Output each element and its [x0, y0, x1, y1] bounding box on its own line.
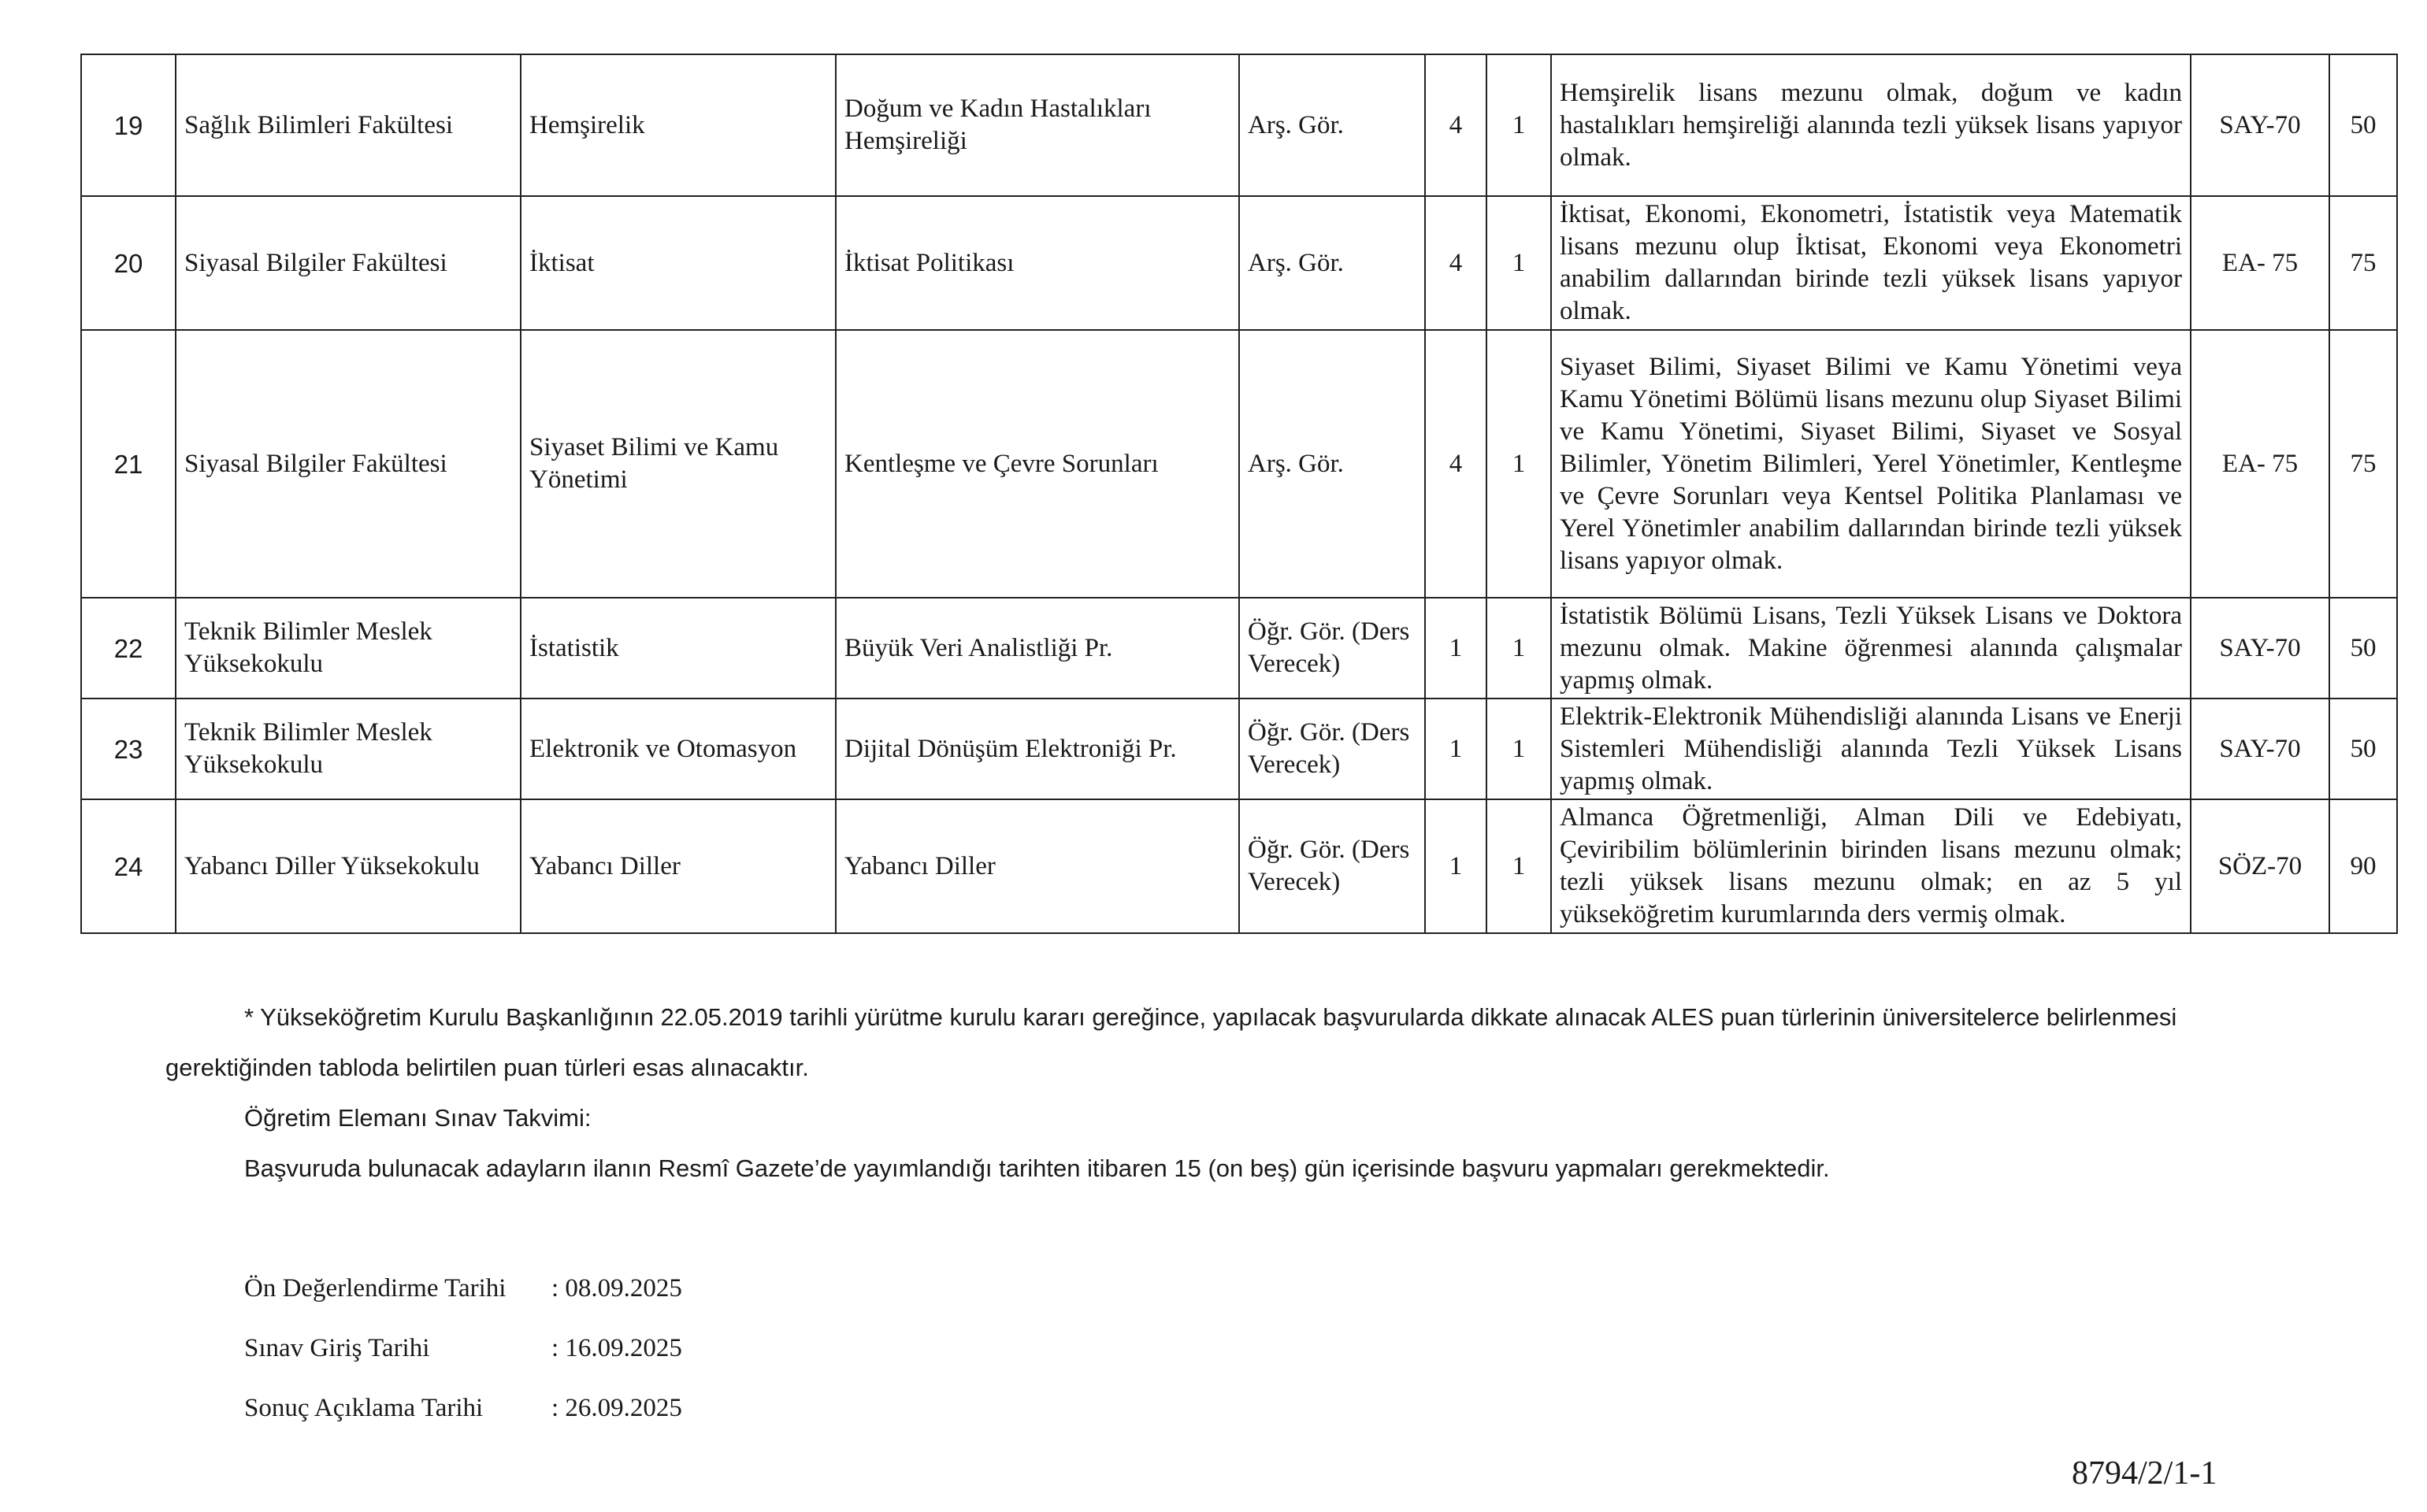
department-cell: Hemşirelik [521, 54, 836, 196]
positions-table-wrapper [80, 54, 2398, 934]
requirement-cell: Almanca Öğretmenliği, Alman Dili ve Edebiyatı, Çeviribilim bölümlerinin birinden lisans mezunu olmak; tezli yüksek lisans mezunu olmak; en az 5 yıl yükseköğretim kurumlarında ders vermiş olmak. [1551, 799, 2191, 933]
title-cell: Arş. Gör. [1239, 54, 1425, 196]
date-value: : 26.09.2025 [551, 1394, 682, 1422]
department-cell: İstatistik [521, 598, 836, 699]
title-cell: Öğr. Gör. (Ders Verecek) [1239, 598, 1425, 699]
ales-score-cell: EA- 75 [2191, 330, 2329, 598]
department-cell: İktisat [521, 196, 836, 330]
unit-cell: Sağlık Bilimleri Fakültesi [176, 54, 521, 196]
requirement-cell: Hemşirelik lisans mezunu olmak, doğum ve kadın hastalıkları hemşireliği alanında tezli yüksek lisans yapıyor olmak. [1551, 54, 2191, 196]
date-value: : 16.09.2025 [551, 1334, 682, 1362]
language-score-cell: 50 [2329, 699, 2397, 799]
count-cell: 1 [1486, 799, 1551, 933]
language-score-cell: 75 [2329, 330, 2397, 598]
count-cell: 1 [1486, 330, 1551, 598]
language-score-cell: 50 [2329, 598, 2397, 699]
title-cell: Arş. Gör. [1239, 330, 1425, 598]
row-number: 22 [81, 598, 176, 699]
department-cell: Siyaset Bilimi ve Kamu Yönetimi [521, 330, 836, 598]
program-cell: Büyük Veri Analistliği Pr. [836, 598, 1239, 699]
degree-cell: 4 [1425, 330, 1486, 598]
table-row [81, 330, 2397, 598]
table-row [81, 699, 2397, 799]
title-cell: Öğr. Gör. (Ders Verecek) [1239, 799, 1425, 933]
positions-table [80, 54, 2398, 934]
ales-score-cell: SAY-70 [2191, 54, 2329, 196]
ales-score-cell: SÖZ-70 [2191, 799, 2329, 933]
requirement-cell: İktisat, Ekonomi, Ekonometri, İstatistik veya Matematik lisans mezunu olup İktisat, Ekonomi veya Ekonometri anabilim dallarından birinde tezli yüksek lisans yapıyor olmak. [1551, 196, 2191, 330]
date-label: Sınav Giriş Tarihi [244, 1334, 430, 1362]
ales-note-line-1: * Yükseköğretim Kurulu Başkanlığının 22.05.2019 tarihli yürütme kurulu kararı gereğince, yapılacak başvurularda dikkate alınacak ALES puan türlerinin üniversitelerce belirlenmesi [244, 1003, 2177, 1031]
row-number: 20 [81, 196, 176, 330]
language-score-cell: 75 [2329, 196, 2397, 330]
row-number: 19 [81, 54, 176, 196]
program-cell: Doğum ve Kadın Hastalıkları Hemşireliği [836, 54, 1239, 196]
unit-cell: Yabancı Diller Yüksekokulu [176, 799, 521, 933]
date-row-pre-evaluation [244, 1273, 682, 1304]
unit-cell: Teknik Bilimler Meslek Yüksekokulu [176, 699, 521, 799]
department-cell: Elektronik ve Otomasyon [521, 699, 836, 799]
degree-cell: 1 [1425, 699, 1486, 799]
calendar-title: Öğretim Elemanı Sınav Takvimi: [244, 1104, 592, 1132]
application-info: Başvuruda bulunacak adayların ilanın Resmî Gazete’de yayımlandığı tarihten itibaren 15 (on beş) gün içerisinde başvuru yapmaları gerekmektedir. [244, 1154, 1830, 1182]
unit-cell: Siyasal Bilgiler Fakültesi [176, 330, 521, 598]
ales-score-cell: SAY-70 [2191, 699, 2329, 799]
department-cell: Yabancı Diller [521, 799, 836, 933]
program-cell: Dijital Dönüşüm Elektroniği Pr. [836, 699, 1239, 799]
date-row-result-announcement [244, 1392, 682, 1424]
ales-note-line-2: gerektiğinden tabloda belirtilen puan türleri esas alınacaktır. [165, 1054, 809, 1081]
title-cell: Öğr. Gör. (Ders Verecek) [1239, 699, 1425, 799]
row-number: 23 [81, 699, 176, 799]
row-number: 24 [81, 799, 176, 933]
table-row [81, 598, 2397, 699]
count-cell: 1 [1486, 54, 1551, 196]
table-row [81, 54, 2397, 196]
title-cell: Arş. Gör. [1239, 196, 1425, 330]
program-cell: İktisat Politikası [836, 196, 1239, 330]
date-label: Ön Değerlendirme Tarihi [244, 1274, 507, 1303]
language-score-cell: 90 [2329, 799, 2397, 933]
language-score-cell: 50 [2329, 54, 2397, 196]
date-row-exam-entry [244, 1332, 682, 1364]
program-cell: Kentleşme ve Çevre Sorunları [836, 330, 1239, 598]
unit-cell: Siyasal Bilgiler Fakültesi [176, 196, 521, 330]
ales-score-cell: SAY-70 [2191, 598, 2329, 699]
requirement-cell: İstatistik Bölümü Lisans, Tezli Yüksek Lisans ve Doktora mezunu olmak. Makine öğrenmesi alanında çalışmalar yapmış olmak. [1551, 598, 2191, 699]
table-row [81, 196, 2397, 330]
requirement-cell: Siyaset Bilimi, Siyaset Bilimi ve Kamu Yönetimi veya Kamu Yönetimi Bölümü lisans mezunu olup Siyaset Bilimi ve Kamu Yönetimi, Siyaset Bilimi, Siyaset ve Sosyal Bilimler, Yönetim Bilimleri, Yerel Yönetimler, Kentleşme ve Çevre Sorunları veya Kentsel Politika Planlaması ve Yerel Yönetimler anabilim dallarından birinde tezli yüksek lisans yapıyor olmak. [1551, 330, 2191, 598]
date-value: : 08.09.2025 [551, 1274, 682, 1303]
program-cell: Yabancı Diller [836, 799, 1239, 933]
document-reference-number: 8794/2/1-1 [2072, 1455, 2217, 1492]
table-row [81, 799, 2397, 933]
count-cell: 1 [1486, 196, 1551, 330]
degree-cell: 1 [1425, 799, 1486, 933]
count-cell: 1 [1486, 699, 1551, 799]
degree-cell: 4 [1425, 54, 1486, 196]
row-number: 21 [81, 330, 176, 598]
unit-cell: Teknik Bilimler Meslek Yüksekokulu [176, 598, 521, 699]
degree-cell: 1 [1425, 598, 1486, 699]
degree-cell: 4 [1425, 196, 1486, 330]
ales-score-cell: EA- 75 [2191, 196, 2329, 330]
date-label: Sonuç Açıklama Tarihi [244, 1394, 484, 1422]
count-cell: 1 [1486, 598, 1551, 699]
requirement-cell: Elektrik-Elektronik Mühendisliği alanında Lisans ve Enerji Sistemleri Mühendisliği alanında Tezli Yüksek Lisans yapmış olmak. [1551, 699, 2191, 799]
